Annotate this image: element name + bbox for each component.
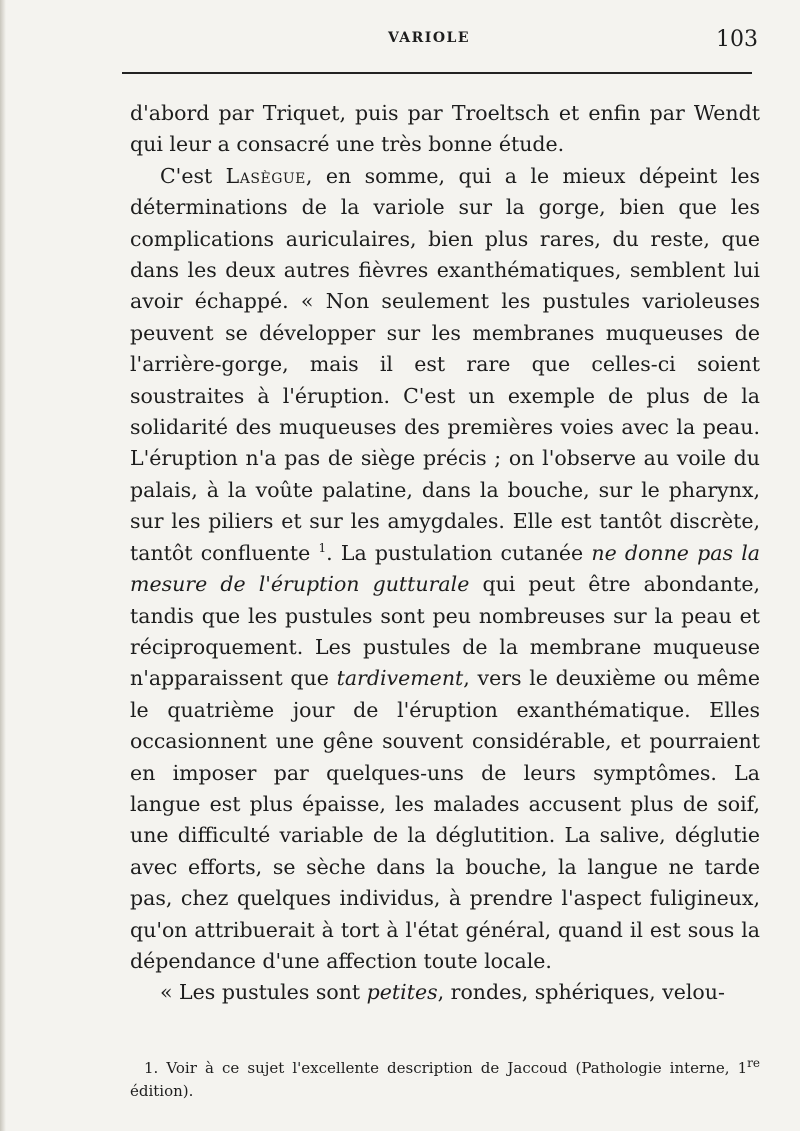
body-text	[130, 98, 760, 1009]
paragraph-1-text: d'abord par Triquet, puis par Troeltsch et enfin par Wendt qui leur a consacré une très bonne étude.	[130, 101, 760, 157]
footnote-text-b: édition).	[130, 1082, 194, 1100]
p2-text-b: . La pustulation cutanée	[326, 540, 592, 565]
footnote	[130, 1057, 760, 1103]
header-rule	[122, 72, 752, 74]
footnote-text-a: Voir à ce sujet l'excellente description de Jaccoud (Pathologie interne, 1	[158, 1059, 748, 1077]
p2-text-c: qui peut être abondante, tandis que les pustules sont peu nombreuses sur la peau et réciproquement. Les pustules de la membrane muqueuse n'apparaissent que	[130, 572, 760, 691]
p2-text-a: , en somme, qui a le mieux dépeint les déterminations de la variole sur la gorge, bien que les complications auriculaires, bien plus rares, du reste, que dans les deux autres fièvres exanthématiques, semblent lui avoir échappé. « Non seulement les pustules varioleuses peuvent se développer sur les membranes muqueuses de l'arrière-gorge, mais il est rare que celles-ci soient soustraites à l'éruption. C'est un exemple de plus de la solidarité des muqueuses des premières voies avec la peau. L'éruption n'a pas de siège précis ; on l'observe au voile du palais, à la voûte palatine, dans la bouche, sur le pharynx, sur les piliers et sur les amygdales. Elle est tantôt discrète, tantôt confluente	[130, 163, 760, 565]
page-edge-shadow	[0, 0, 6, 1131]
p3-text-a: « Les pustules sont	[160, 980, 367, 1005]
page-number: 103	[716, 27, 758, 52]
footnote-marker: 1.	[144, 1059, 159, 1077]
p2-text-d: , vers le deuxième ou même le quatrième jour de l'éruption exanthématique. Elles occasionnent une gêne souvent considérable, et pourraient en imposer par quelques-uns de leurs symptômes. La langue est plus épaisse, les malades accusent plus de soif, une difficulté variable de la déglutition. La salive, déglutie avec efforts, se sèche dans la bouche, la langue ne tarde pas, chez quelques individus, à prendre l'aspect fuligineux, qu'on attribuerait à tort à l'état général, quand il est sous la dépendance d'une affection toute locale.	[130, 666, 760, 973]
paragraph-1	[130, 98, 760, 161]
running-title: VARIOLE	[388, 30, 471, 46]
footnote-reference: 1	[318, 540, 327, 555]
footnote-superscript: re	[747, 1056, 760, 1070]
p2-text-pre: C'est	[160, 163, 226, 188]
p2-emphasis-1: ne donne pas la mesure de l'éruption gutturale	[130, 540, 760, 597]
p3-emphasis: petites	[366, 980, 438, 1005]
author-name: Lasègue	[225, 163, 306, 188]
paragraph-3	[130, 977, 760, 1008]
p2-emphasis-2: tardivement	[336, 666, 464, 691]
paragraph-2	[130, 161, 760, 978]
p3-text-b: , rondes, sphériques, velou-	[437, 980, 725, 1005]
